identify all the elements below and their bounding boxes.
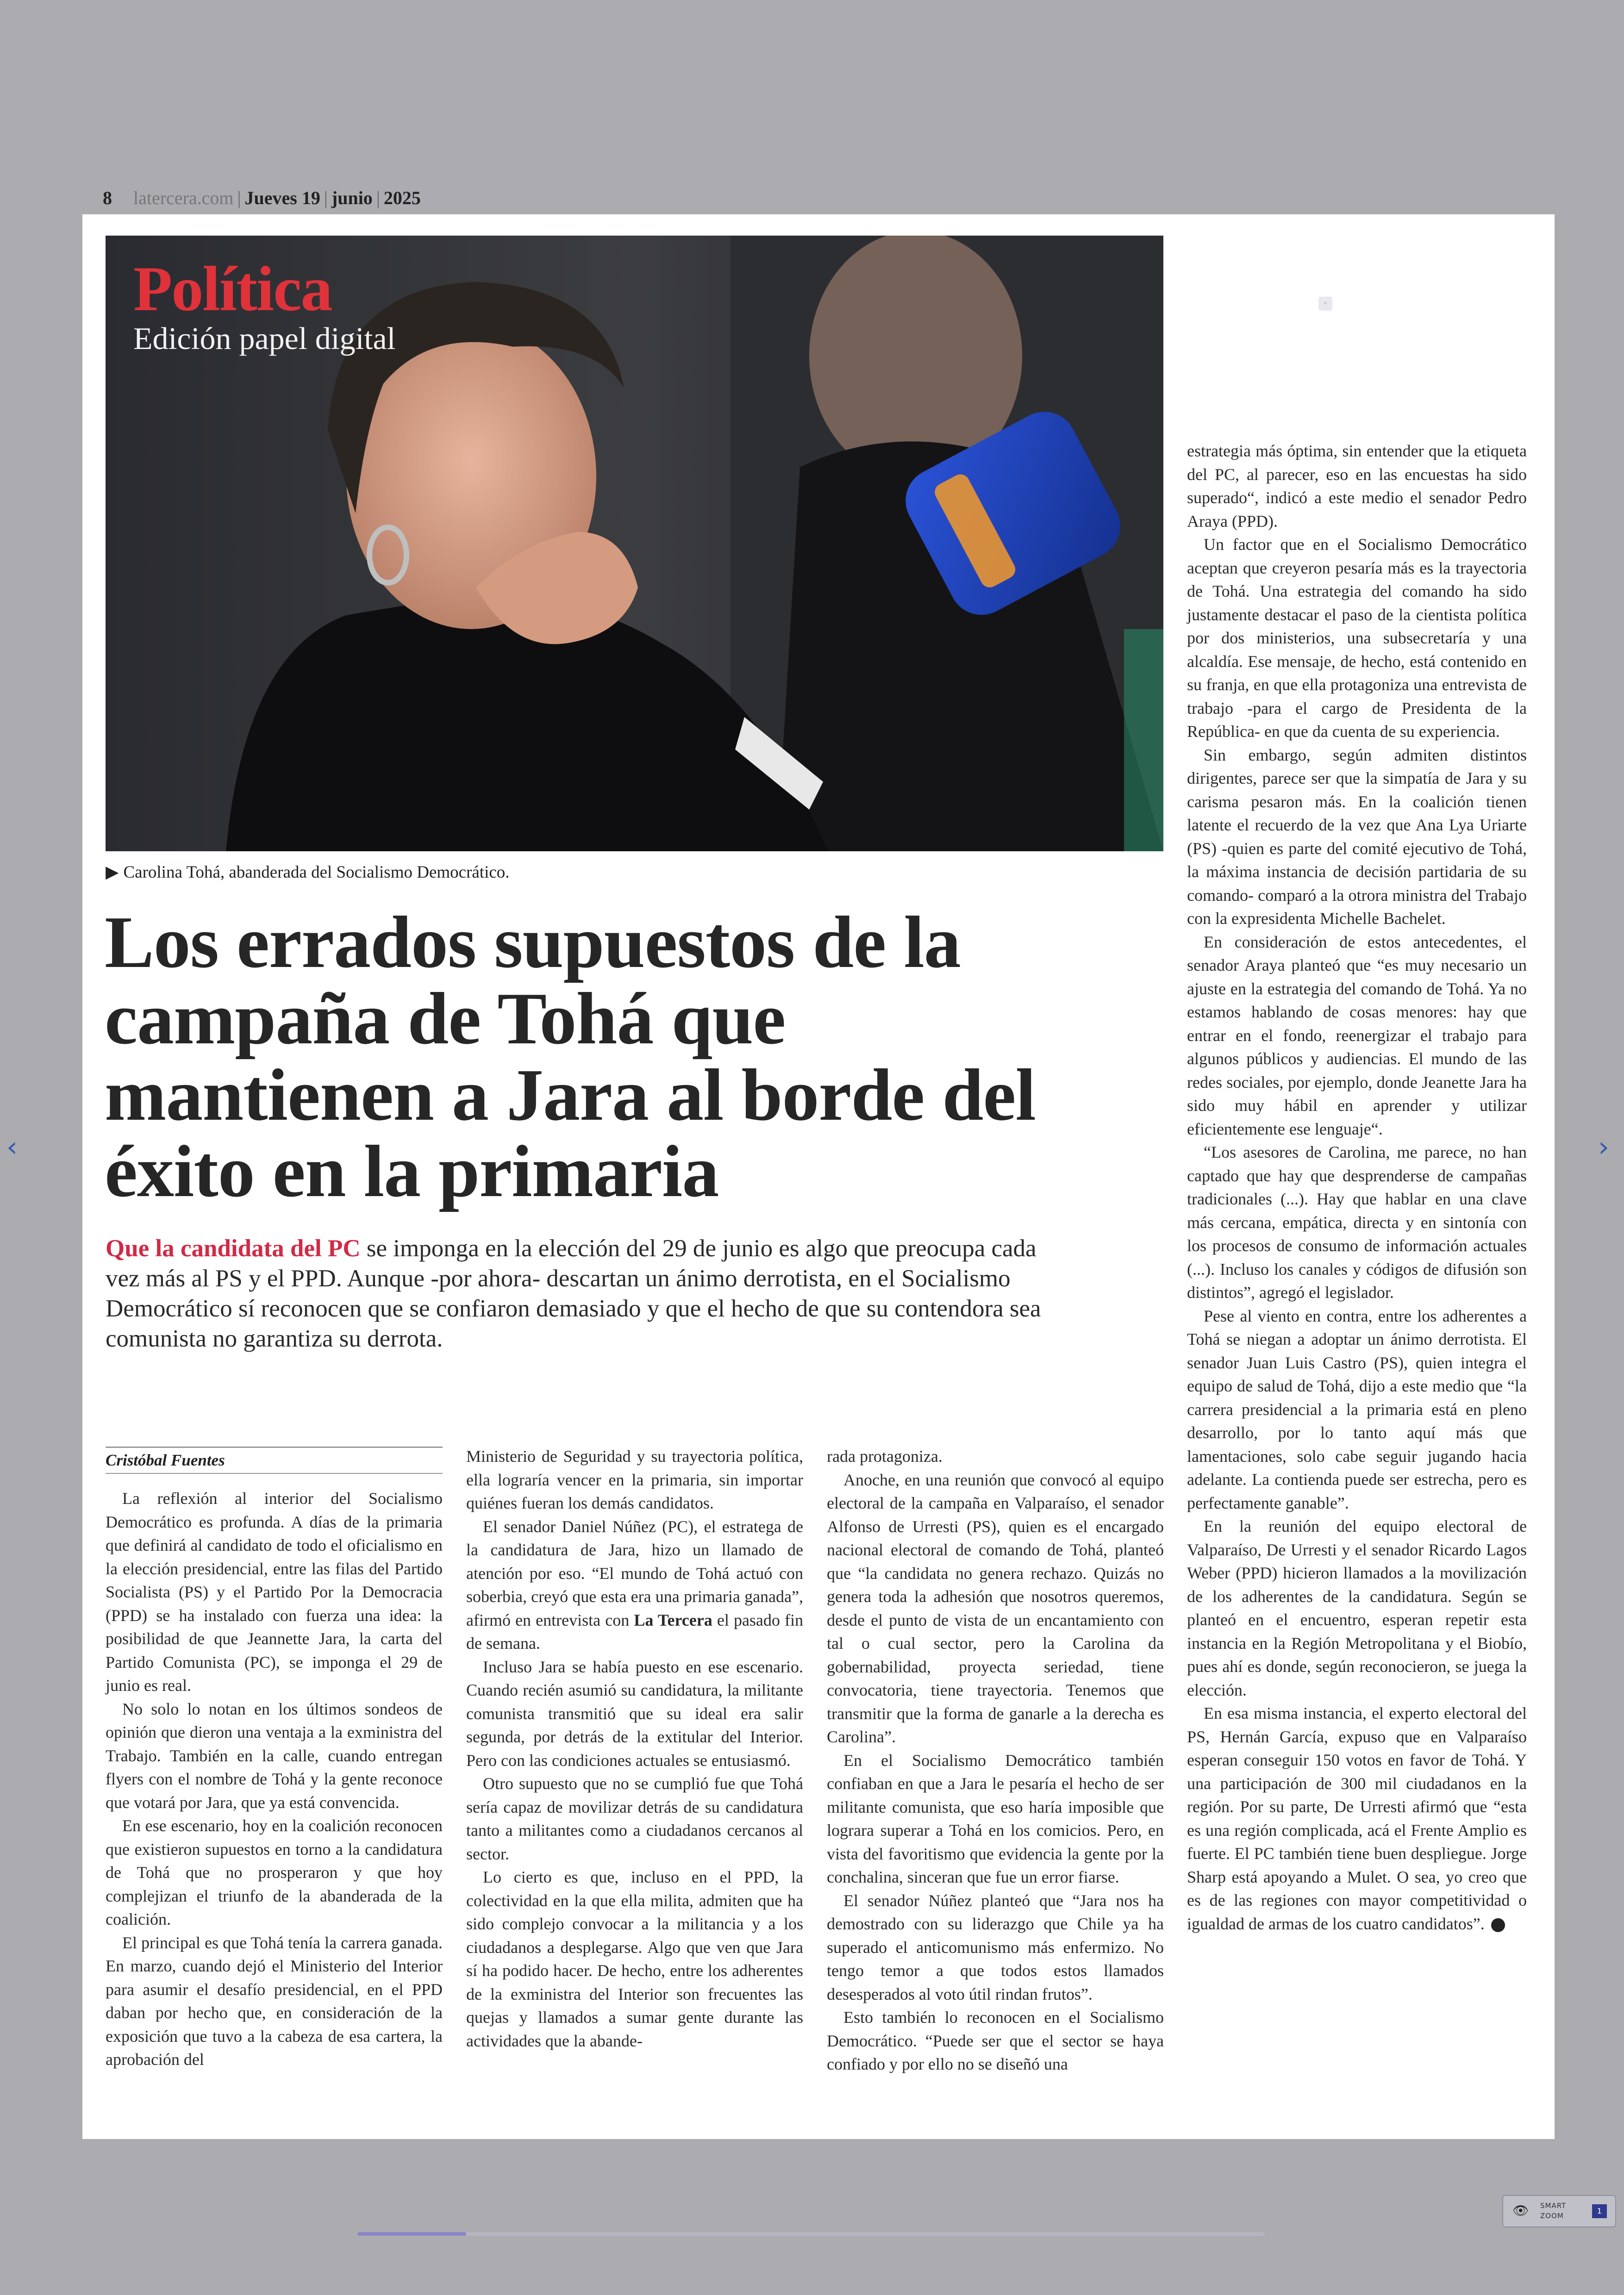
page-progress-bar[interactable] (357, 2232, 1265, 2236)
paragraph-text: El senador Daniel Núñez (PC), el estratega de la candidatura de Jara, hizo un llamado de atención por eso. “El mundo de Tohá actuó con soberbia, creyó que esta era una primaria ganada”, afirmó en entrevista con (466, 1517, 803, 1629)
section-title: Política (133, 253, 332, 324)
paragraph: Anoche, en una reunión que convocó al equipo electoral de la campaña en Valparaíso, el senador Alfonso de Urresti (PS), quien es el encargado nacional electoral de comando de Tohá, planteó que “la candidata no genera rechazo. Quizás no genera toda la adhesión que nosotros queremos, desde el punto de vista de un encantamiento con tal o cual sector, pero la Carolina da gobernabilidad, proyecta seriedad, tiene convocatoria, tiene trayectoria. Tenemos que transmitir que la forma de ganarle a la derecha es Carolina”. (827, 1470, 1164, 1746)
paragraph: Otro supuesto que no se cumplió fue que Tohá sería capaz de movilizar detrás de su candidatura tanto a militantes como a ciudadanos cercanos al sector. (466, 1774, 803, 1863)
paragraph: Lo cierto es que, incluso en el PPD, la colectividad en la que ella milita, admiten que ha sido complejo convocar a la militancia y a los ciudadanos a desplegarse. Algo que ven que Jara sí ha podido hacer. De hecho, entre los adherentes de la exministra del Interior son frecuentes las quejas y llamados a sumar gente durante las actividades que la abande- (466, 1868, 803, 2050)
paragraph: En ese escenario, hoy en la coalición reconocen que existieron supuestos en torno a la candidatura de Tohá que no prosperaron y que hoy complejizan el triunfo de la abanderada de la coalición. (106, 1816, 443, 1928)
lede (106, 1234, 1055, 1354)
caption-text: Carolina Tohá, abanderada del Socialismo Democrático. (123, 863, 510, 882)
page-header (103, 184, 421, 212)
smart-zoom-label: SMART ZOOM (1540, 2201, 1567, 2220)
paragraph: Ministerio de Seguridad y su trayectoria política, ella lograría vencer en la primaria, sin importar quiénes fueran los demás candidatos. (466, 1447, 803, 1512)
paragraph: En consideración de estos antecedentes, el senador Araya planteó que “es muy necesario un ajuste en la estrategia del comando de Tohá. Ya no estamos hablando de cosas menores: hay que entrar en el fondo, reenergizar el trabajo para algunos públicos y audiencias. El mundo de las redes sociales, por ejemplo, donde Jeanette Jara ha sido muy hábil en aprender y utilizar eficientemente ese lenguaje“. (1187, 932, 1527, 1138)
paragraph: La reflexión al interior del Socialismo Democrático es profunda. A días de la primaria que definirá al candidato de todo el oficialismo en la elección presidencial, entre las filas del Partido Socialista (PS) y el Partido Por la Democracia (PPD) se ha instalado con fuerza una idea: la posibilidad de que Jeannette Jara, la carta del Partido Comunista (PC), se imponga el 29 de junio es real. (106, 1489, 443, 1695)
next-page-arrow-icon[interactable]: › (1598, 1131, 1609, 1163)
paragraph: El senador Núñez planteó que “Jara nos ha demostrado con su liderazgo que Chile ya ha superado el anticomunismo más enfermizo. No tengo temor a que todos estos llamados desesperados al voto útil rindan frutos”. (827, 1891, 1164, 2003)
embedded-image-icon[interactable]: ▫ (1318, 297, 1332, 311)
paragraph-text: En esa misma instancia, el experto electoral del PS, Hernán García, expuso que en Valparaíso esperan conseguir 150 votos en favor de Tohá. Y una participación de 300 mil ciudadanos en la región. Por su parte, De Urresti afirmó que “esta es una región complicada, acá el Frente Amplio es fuerte. El PC también tiene buen despliegue. Jorge Sharp está apoyando a Mulet. O sea, yo creo que es de las regiones con mayor competitividad o igualdad de armas de los cuatro candidatos”. (1187, 1704, 1527, 1933)
headline: Los errados supuestos de la campaña de Tohá que mantienen a Jara al borde del éxito en la primaria (105, 901, 1036, 1212)
smart-zoom-button[interactable] (1502, 2195, 1616, 2227)
lede-highlight: Que la candidata del PC (106, 1235, 361, 1262)
paragraph: Incluso Jara se había puesto en ese escenario. Cuando recién asumió su candidatura, la militante comunista transmitió que su ideal era salir segunda, por detrás de la extitular del Interior. Pero con las condiciones actuales se entusiasmó. (466, 1657, 803, 1770)
end-of-article-icon (1491, 1918, 1505, 1932)
publication-name: La Tercera (634, 1610, 712, 1629)
article-column-1 (106, 1445, 443, 2071)
header-year: 2025 (383, 187, 421, 208)
header-separator: | (237, 187, 241, 208)
paragraph: En la reunión del equipo electoral de Valparaíso, De Urresti y el senador Ricardo Lagos Weber (PPD) hicieron llamados a la movilización de los adherentes de la candidatura. Según se planteó en el encuentro, esperan repetir esta instancia en la Región Metropolitana y el Biobío, pues ahí es donde, según reconocieron, se juega la elección. (1187, 1517, 1527, 1699)
page-progress-fill (357, 2232, 466, 2236)
article-column-4 (1187, 439, 1527, 1935)
paragraph: No solo lo notan en los últimos sondeos de opinión que dieron una ventaja a la exministra del Trabajo. También en la calle, cuando entregan flyers con el nombre de Tohá y la gente reconoce que votará por Jara, que ya está convencida. (106, 1699, 443, 1812)
header-separator: | (324, 187, 328, 208)
header-day: Jueves 19 (244, 187, 320, 208)
paragraph: Un factor que en el Socialismo Democrático aceptan que creyeron pesaría más es la trayectoria de Tohá. Una estrategia del comando ha sido justamente destacar el paso de la cientista política por dos ministerios, una subsecretaría y una alcaldía. Ese mensaje, de hecho, está contenido en su franja, en que ella protagoniza una entrevista de trabajo -para el cargo de Presidenta de la República- en que da cuenta de su experiencia. (1187, 535, 1527, 741)
article-column-2 (466, 1445, 803, 2052)
header-separator: | (376, 187, 380, 208)
lead-photo (106, 236, 1163, 851)
paragraph: El principal es que Tohá tenía la carrera ganada. En marzo, cuando dejó el Ministerio del Interior para asumir el desafío presidencial, en el PPD daban por hecho que, en consideración de la exposición que tuvo a la cabeza de esa cartera, la aprobación del (106, 1933, 443, 2069)
paragraph (466, 1515, 803, 1655)
paragraph: Pese al viento en contra, entre los adherentes a Tohá se niegan a adoptar un ánimo derrotista. El senador Juan Luis Castro (PS), quien integra el equipo de salud de Tohá, dijo a este medio que “la carrera presidencial a la primaria está en pleno desarrollo, por lo tanto aquí más que lamentaciones, solo cabe seguir jugando hacia adelante. La contienda puede ser estrecha, pero es perfectamente ganable”. (1187, 1306, 1527, 1512)
site-name: latercera.com (133, 187, 234, 208)
paragraph: Esto también lo reconocen en el Socialismo Democrático. “Puede ser que el sector se haya confiado y por ello no se diseñó una (827, 2008, 1164, 2073)
section-subtitle: Edición papel digital (133, 321, 396, 356)
previous-page-arrow-icon[interactable]: ‹ (6, 1131, 18, 1163)
page-count-badge: 1 (1592, 2204, 1607, 2218)
byline: Cristóbal Fuentes (106, 1447, 443, 1474)
paragraph: En el Socialismo Democrático también confiaban en que a Jara le pesaría el hecho de ser militante comunista, que eso haría imposible que lograra superar a Tohá en los comicios. Pero, en vista del favoritismo que evidencia la gente por la conchalina, sinceran que fue un error fiarse. (827, 1751, 1164, 1886)
photo-caption (106, 861, 1163, 884)
paragraph-text: el pasado fin de semana. (466, 1610, 804, 1653)
newspaper-page (82, 214, 1555, 2139)
page-number: 8 (103, 187, 112, 208)
paragraph: “Los asesores de Carolina, me parece, no han captado que hay que desprenderse de campañas tradicionales (...). Hay que hablar en una clave más cercana, empática, directa y en sintonía con los procesos de consumo de información actuales (...). Incluso los canales y códigos de difusión son distintos”, agregó el legislador. (1187, 1143, 1527, 1302)
paragraph (1187, 1702, 1527, 1935)
eye-icon: 👁 (1512, 2203, 1529, 2218)
caption-arrow-icon: ▶ (106, 863, 119, 882)
article-column-3 (827, 1445, 1164, 2076)
paragraph: rada protagoniza. (827, 1447, 943, 1466)
paragraph: Sin embargo, según admiten distintos dirigentes, parece ser que la simpatía de Jara y su carisma pesaron más. En la coalición tienen latente el recuerdo de la vez que Ana Lya Uriarte (PS) -quien es parte del comité ejecutivo de Tohá, la máxima instancia de decisión partidaria de su comando- comparó a la otrora ministra del Trabajo con la expresidenta Michelle Bachelet. (1187, 745, 1527, 928)
header-month: junio (331, 187, 373, 208)
paragraph: estrategia más óptima, sin entender que la etiqueta del PC, al parecer, eso en las encuestas ha sido superado“, indicó a este medio el senador Pedro Araya (PPD). (1187, 442, 1527, 530)
lede-text: se imponga en la elección del 29 de junio es algo que preocupa cada vez más al PS y el PPD. Aunque -por ahora- descartan un ánimo derrotista, en el Socialismo Democrático sí reconocen que se confiaron demasiado y que el hecho de que su contendora sea comunista no garantiza su derrota. (106, 1235, 1041, 1352)
